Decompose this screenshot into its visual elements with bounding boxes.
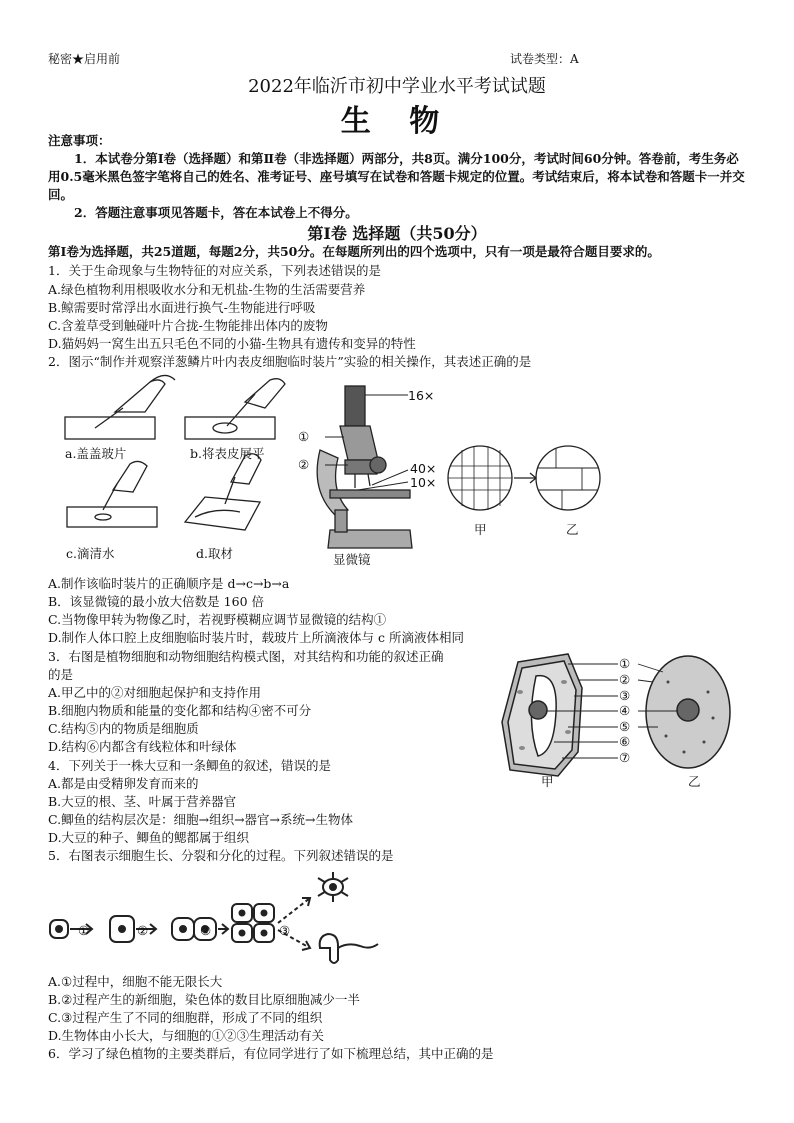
microscope-views-figure: [444, 440, 604, 520]
objective-40-label: 40×: [410, 461, 437, 476]
cell-label-4: ④: [619, 703, 631, 718]
notice-item-2: 2．答题注意事项见答题卡，答在本试卷上不得分。: [74, 205, 358, 220]
exam-title: 2022年临沂市初中学业水平考试试题: [248, 76, 546, 97]
step-a-label: a.盖盖玻片: [65, 446, 127, 461]
q3-option-d: D.结构⑥内都含有线粒体和叶绿体: [48, 739, 237, 754]
section-intro: 第Ⅰ卷为选择题，共25道题，每题2分，共50分。在每题所列出的四个选项中，只有一项是最符合题目要求的。: [48, 244, 660, 259]
objective-10-label: 10×: [410, 475, 437, 490]
q4-option-c: C.鲫鱼的结构层次是：细胞→组织→器官→系统→生物体: [48, 812, 353, 827]
question-3-stem-cont: 的是: [48, 667, 74, 682]
subject-title: 生 物: [340, 104, 454, 139]
animal-cell-label: 乙: [688, 774, 701, 789]
notice-item-1: 1．本试卷分第Ⅰ卷（选择题）和第Ⅱ卷（非选择题）两部分，共8页。满分100分，考试时间60分钟。答卷前，考生务必用0.5毫米黑色签字笔将自己的姓名、准考证号、座号填写在试卷和答题卡规定的位置。考试结束后，将本试卷和答题卡一并交回。: [48, 151, 745, 202]
question-1-stem: 1．关于生命现象与生物特征的对应关系，下列表述错误的是: [48, 263, 381, 278]
cell-label-5: ⑤: [619, 719, 631, 734]
paper-type: 试卷类型：A: [510, 52, 579, 66]
plant-cell-label: 甲: [541, 774, 554, 789]
step-b-label: b.将表皮展平: [190, 446, 265, 461]
q4-option-b: B.大豆的根、茎、叶属于营养器官: [48, 794, 237, 809]
question-3-stem: 3．右图是植物细胞和动物细胞结构模式图，对其结构和功能的叙述正确: [48, 649, 444, 664]
q3-option-b: B.细胞内物质和能量的变化都和结构④密不可分: [48, 703, 312, 718]
cell-label-2: ②: [619, 672, 631, 687]
cell-process-figure: [48, 868, 408, 973]
question-6-stem: 6．学习了绿色植物的主要类群后，有位同学进行了如下梳理总结，其中正确的是: [48, 1046, 494, 1061]
q2-option-a: A.制作该临时装片的正确顺序是 d→c→b→a: [48, 576, 290, 591]
q4-option-a: A.都是由受精卵发育而来的: [48, 776, 199, 791]
section-title: 第Ⅰ卷 选择题（共50分）: [307, 224, 487, 243]
process-step-2b: ②: [200, 923, 212, 938]
question-4-stem: 4．下列关于一株大豆和一条鲫鱼的叙述，错误的是: [48, 758, 331, 773]
question-5-stem: 5．右图表示细胞生长、分裂和分化的过程。下列叙述错误的是: [48, 848, 394, 863]
microscope-caption: 显微镜: [333, 552, 371, 567]
step-d-label: d.取材: [196, 546, 233, 561]
cell-label-7: ⑦: [619, 750, 631, 765]
q5-option-c: C.③过程产生了不同的细胞群，形成了不同的组织: [48, 1010, 323, 1025]
q2-option-d: D.制作人体口腔上皮细胞临时装片时，载玻片上所滴液体与 c 所滴液体相同: [48, 630, 464, 645]
q5-option-d: D.生物体由小长大，与细胞的①②③生理活动有关: [48, 1028, 325, 1043]
question-2-stem: 2．图示“制作并观察洋葱鳞片叶内表皮细胞临时装片”实验的相关操作，其表述正确的是: [48, 354, 532, 369]
q1-option-d: D.猫妈妈一窝生出五只毛色不同的小猫-生物具有遗传和变异的特性: [48, 336, 416, 351]
cell-label-1: ①: [619, 656, 631, 671]
q3-option-a: A.甲乙中的②对细胞起保护和支持作用: [48, 685, 262, 700]
view-yi-label: 乙: [566, 522, 579, 537]
process-step-2: ②: [137, 923, 149, 938]
microscope-mark-2: ②: [298, 457, 310, 472]
q4-option-d: D.大豆的种子、鲫鱼的鳃都属于组织: [48, 830, 250, 845]
confidential-mark: 秘密★启用前: [48, 52, 121, 66]
cell-label-6: ⑥: [619, 734, 631, 749]
notice-block: [48, 132, 748, 222]
slide-preparation-figure: [55, 372, 295, 572]
q1-option-a: A.绿色植物利用根吸收水分和无机盐-生物的生活需要营养: [48, 282, 366, 297]
q5-option-a: A.①过程中，细胞不能无限长大: [48, 974, 223, 989]
q1-option-c: C.含羞草受到触碰叶片合拢-生物能排出体内的废物: [48, 318, 328, 333]
cell-label-3: ③: [619, 688, 631, 703]
q3-option-c: C.结构⑤内的物质是细胞质: [48, 721, 199, 736]
q2-option-b: B．该显微镜的最小放大倍数是 160 倍: [48, 594, 264, 609]
step-c-label: c.滴清水: [66, 546, 115, 561]
process-step-3: ③: [279, 923, 291, 938]
q2-option-c: C.当物像甲转为物像乙时，若视野模糊应调节显微镜的结构①: [48, 612, 387, 627]
microscope-mark-1: ①: [298, 429, 310, 444]
notice-heading: 注意事项：: [48, 133, 111, 148]
q5-option-b: B.②过程产生的新细胞，染色体的数目比原细胞减少一半: [48, 992, 360, 1007]
eyepiece-label: 16×: [408, 388, 435, 403]
q1-option-b: B.鲸需要时常浮出水面进行换气-生物能进行呼吸: [48, 300, 316, 315]
process-step-1: ①: [78, 923, 90, 938]
view-jia-label: 甲: [474, 522, 487, 537]
